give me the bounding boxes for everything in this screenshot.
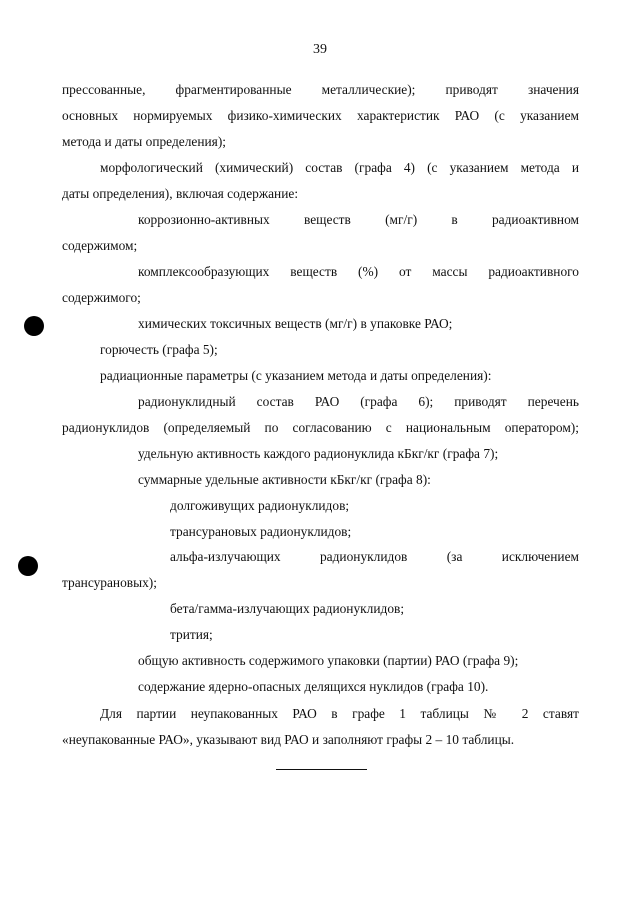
text-line: основных нормируемых физико-химических характеристик РАО (с указанием xyxy=(62,108,579,123)
text-line: суммарные удельные активности кБкг/кг (графа 8): xyxy=(138,472,431,487)
text-line: альфа-излучающих радионуклидов (за исключением xyxy=(170,549,579,564)
text-line: радионуклидов (определяемый по согласованию с национальным оператором); xyxy=(62,420,579,435)
text-line: бета/гамма-излучающих радионуклидов; xyxy=(170,601,405,616)
text-line: даты определения), включая содержание: xyxy=(62,186,299,201)
text-line: содержание ядерно-опасных делящихся нуклидов (графа 10). xyxy=(138,679,489,694)
text-line: удельную активность каждого радионуклида кБкг/кг (графа 7); xyxy=(138,446,499,461)
text-line: метода и даты определения); xyxy=(62,134,227,149)
text-line: Для партии неупакованных РАО в графе 1 таблицы № 2 ставят xyxy=(100,706,579,721)
text-line: химических токсичных веществ (мг/г) в упаковке РАО; xyxy=(138,316,453,331)
text-line: морфологический (химический) состав (графа 4) (с указанием метода и xyxy=(100,160,579,175)
text-line: содержимом; xyxy=(62,238,138,253)
text-line: коррозионно-активных веществ (мг/г) в радиоактивном xyxy=(138,212,579,227)
punch-hole-top xyxy=(24,316,44,336)
page-number: 39 xyxy=(313,42,327,57)
text-line: трития; xyxy=(170,627,213,642)
text-line: содержимого; xyxy=(62,290,141,305)
punch-hole-bottom xyxy=(18,556,38,576)
text-line: долгоживущих радионуклидов; xyxy=(170,498,350,513)
text-line: общую активность содержимого упаковки (партии) РАО (графа 9); xyxy=(138,653,519,668)
text-line: трансурановых); xyxy=(62,575,157,590)
text-line: горючесть (графа 5); xyxy=(100,342,218,357)
separator-line xyxy=(276,769,367,770)
text-line: прессованные, фрагментированные металлические); приводят значения xyxy=(62,82,579,97)
text-line: «неупакованные РАО», указывают вид РАО и заполняют графы 2 – 10 таблицы. xyxy=(62,732,515,747)
text-line: трансурановых радионуклидов; xyxy=(170,524,352,539)
text-line: радиационные параметры (с указанием метода и даты определения): xyxy=(100,368,492,383)
text-line: радионуклидный состав РАО (графа 6); приводят перечень xyxy=(138,394,579,409)
text-line: комплексообразующих веществ (%) от массы радиоактивного xyxy=(138,264,579,279)
